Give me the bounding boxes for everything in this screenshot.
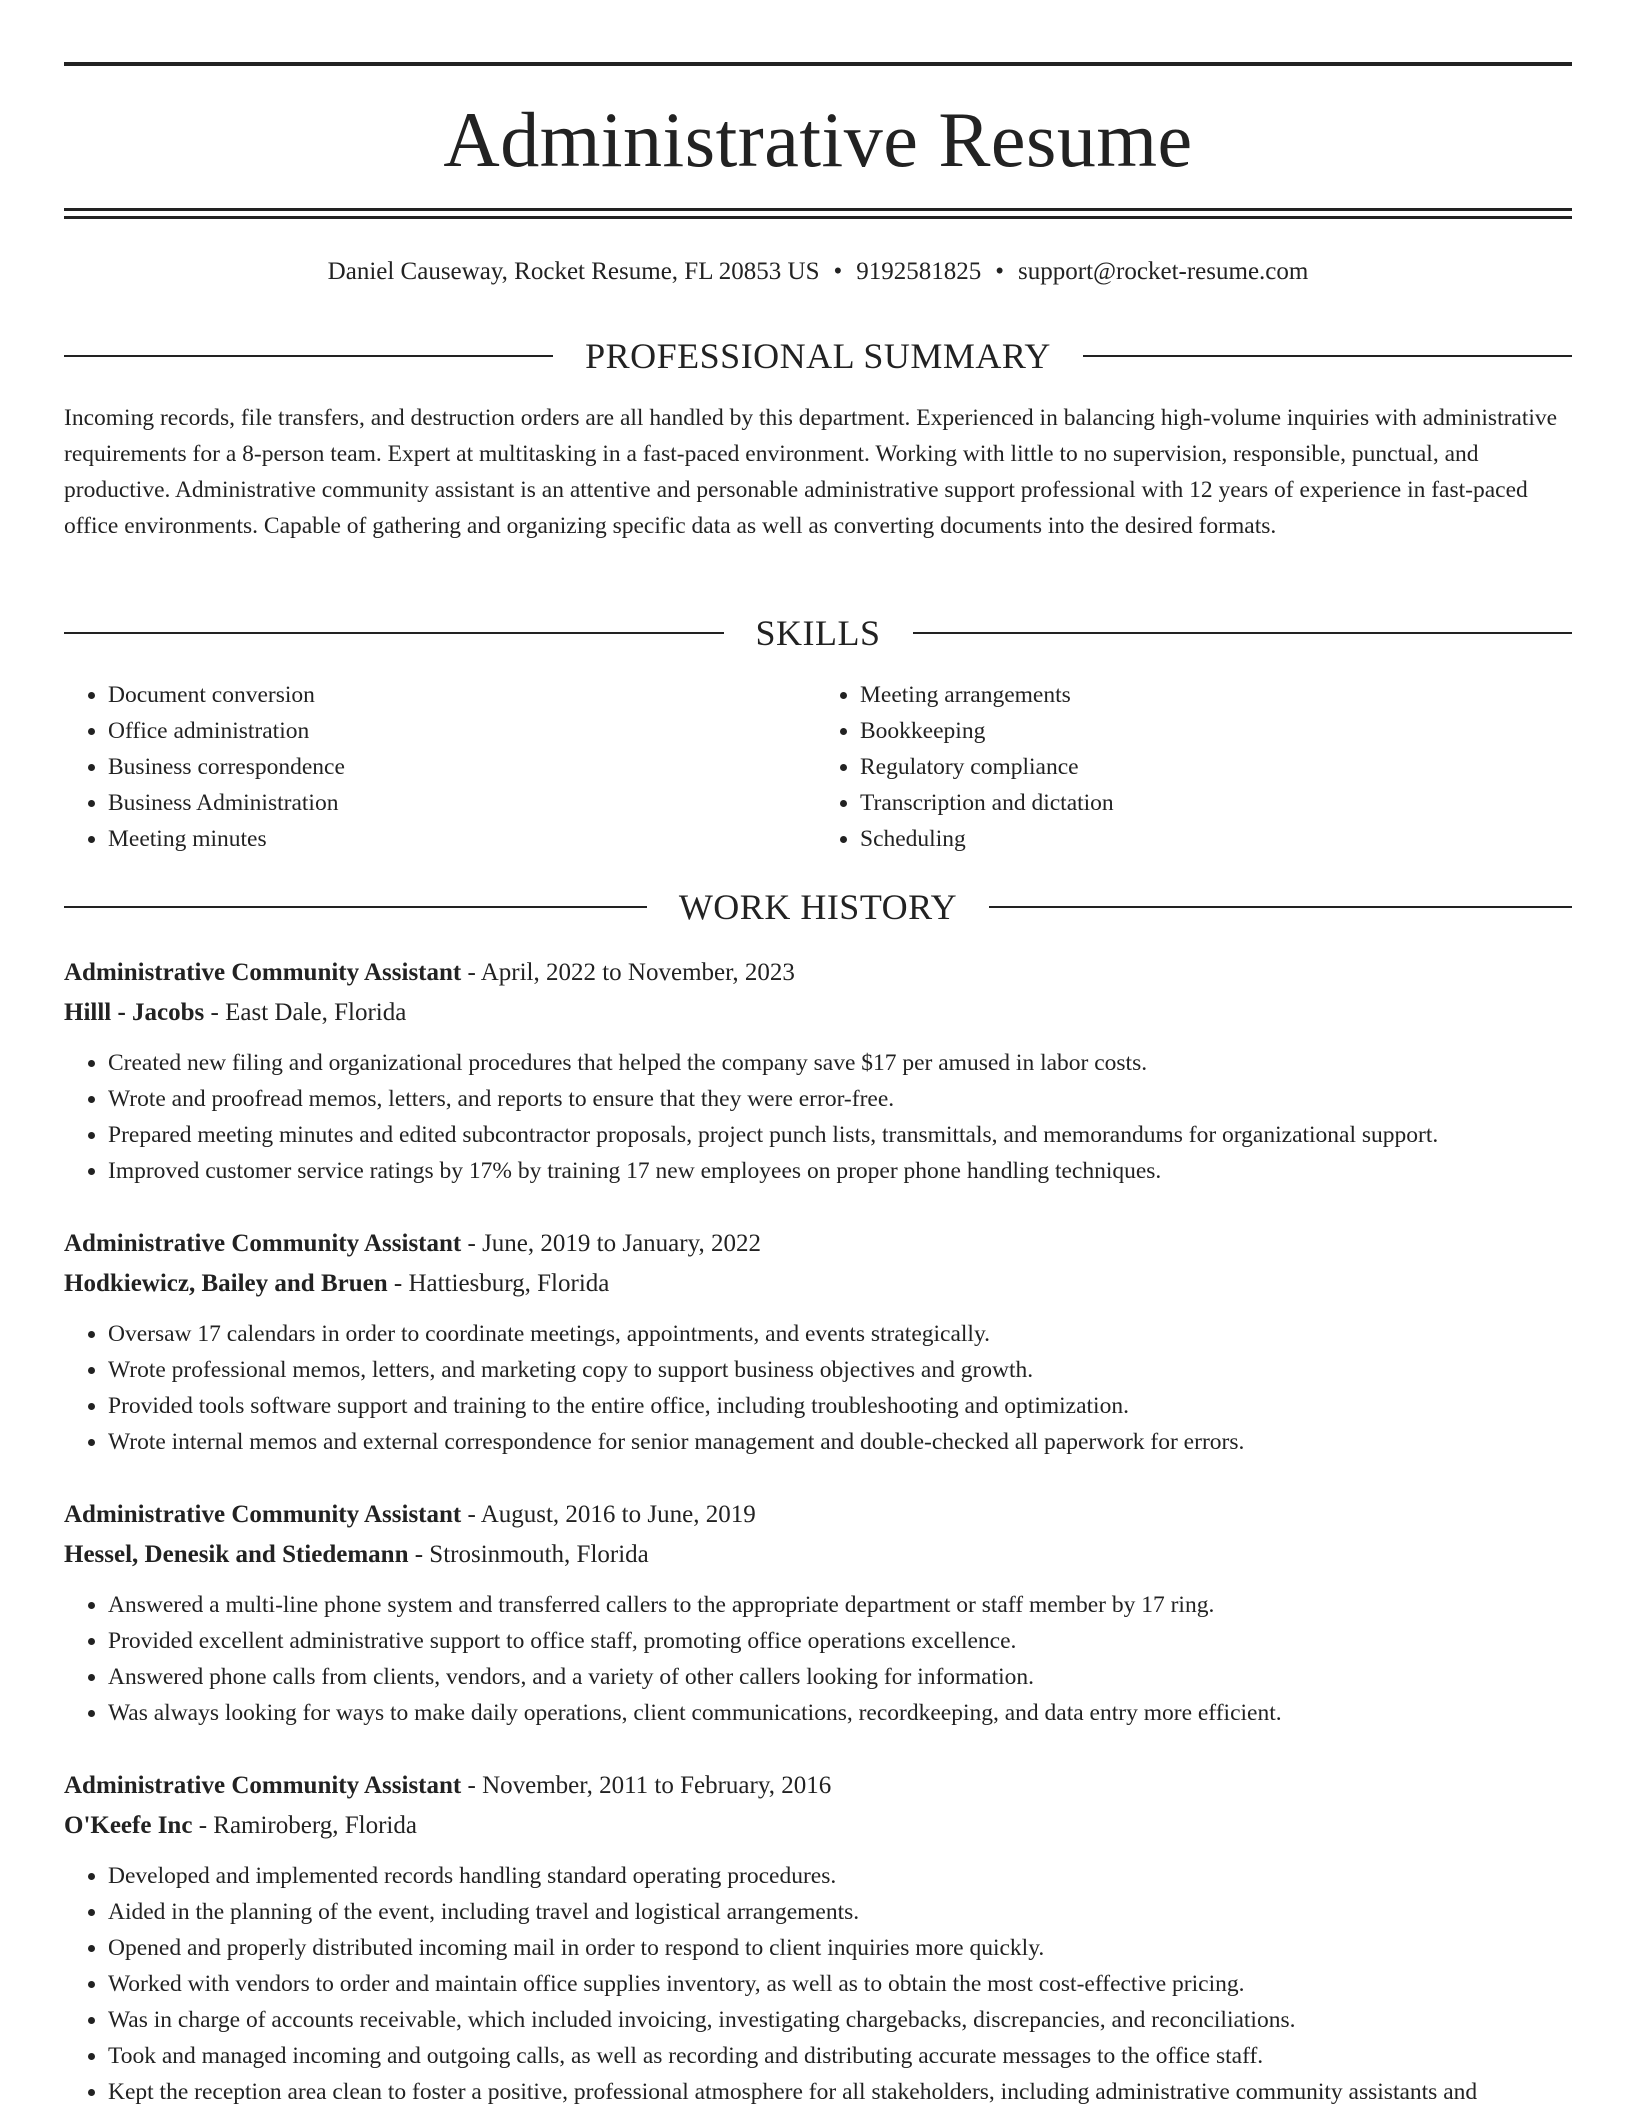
- skills-column-right: [808, 677, 1560, 857]
- contact-email: support@rocket-resume.com: [1018, 258, 1309, 285]
- skill-item: • Transcription and dictation: [860, 785, 1560, 821]
- job-bullet: • Provided excellent administrative support to office staff, promoting office operations excellence.: [108, 1623, 1572, 1659]
- job-bullets: [64, 1587, 1572, 1731]
- job-bullet: • Opened and properly distributed incoming mail in order to respond to client inquiries more quickly.: [108, 1930, 1572, 1966]
- skill-item: • Office administration: [108, 713, 808, 749]
- contact-phone: 9192581825: [856, 258, 982, 285]
- section-title: PROFESSIONAL SUMMARY: [585, 336, 1051, 376]
- job-dates: - November, 2011 to February, 2016: [461, 1772, 832, 1799]
- job-entry: [64, 1766, 1572, 2110]
- divider: [64, 632, 724, 634]
- job-company-line: [64, 993, 1572, 1033]
- job-title-line: [64, 953, 1572, 993]
- skills-list: [64, 677, 1572, 857]
- job-bullet: • Was in charge of accounts receivable, which included invoicing, investigating chargebacks, discrepancies, and reconciliations.: [108, 2002, 1572, 2038]
- job-bullet: • Developed and implemented records handling standard operating procedures.: [108, 1858, 1572, 1894]
- job-role: Administrative Community Assistant: [64, 1230, 462, 1257]
- job-title-line: [64, 1495, 1572, 1535]
- skill-item: • Meeting arrangements: [860, 677, 1560, 713]
- contact-separator: •: [833, 258, 843, 285]
- job-company: Hessel, Denesik and Stiedemann: [64, 1541, 409, 1568]
- skills-column-left: [64, 677, 808, 857]
- header-bottom-rule-2: [64, 216, 1572, 219]
- job-location: - Strosinmouth, Florida: [408, 1541, 649, 1568]
- skills-heading: [64, 611, 1572, 655]
- job-dates: - June, 2019 to January, 2022: [461, 1230, 761, 1257]
- job-bullet: • Provided tools software support and training to the entire office, including troubleshooting and optimization.: [108, 1388, 1572, 1424]
- job-bullet: • Kept the reception area clean to foster a positive, professional atmosphere for all stakeholders, including administrative community assistants and: [108, 2074, 1572, 2110]
- divider: [1083, 355, 1572, 357]
- section-title: WORK HISTORY: [678, 887, 958, 927]
- job-title-line: [64, 1766, 1572, 1806]
- job-company: Hodkiewicz, Bailey and Bruen: [64, 1270, 388, 1297]
- job-role: Administrative Community Assistant: [64, 1772, 462, 1799]
- skill-item: • Bookkeeping: [860, 713, 1560, 749]
- job-bullet: • Wrote internal memos and external correspondence for senior management and double-checked all paperwork for errors.: [108, 1424, 1572, 1460]
- job-title-line: [64, 1224, 1572, 1264]
- section-title: SKILLS: [755, 613, 881, 653]
- job-company: O'Keefe Inc: [64, 1812, 193, 1839]
- divider: [64, 355, 553, 357]
- job-bullet: • Aided in the planning of the event, including travel and logistical arrangements.: [108, 1894, 1572, 1930]
- job-bullet: • Answered a multi-line phone system and transferred callers to the appropriate department or staff member by 17 ring.: [108, 1587, 1572, 1623]
- divider: [913, 632, 1573, 634]
- job-location: - Hattiesburg, Florida: [387, 1270, 610, 1297]
- job-dates: - August, 2016 to June, 2019: [461, 1501, 756, 1528]
- job-bullet: • Took and managed incoming and outgoing calls, as well as recording and distributing accurate messages to the office staff.: [108, 2038, 1572, 2074]
- job-location: - East Dale, Florida: [204, 999, 407, 1026]
- job-bullet: • Created new filing and organizational procedures that helped the company save $17 per amused in labor costs.: [108, 1045, 1572, 1081]
- skill-item: • Regulatory compliance: [860, 749, 1560, 785]
- job-location: - Ramiroberg, Florida: [192, 1812, 417, 1839]
- job-bullets: [64, 1045, 1572, 1189]
- contact-separator: •: [995, 258, 1005, 285]
- summary-heading: [64, 334, 1572, 378]
- job-bullet: • Oversaw 17 calendars in order to coordinate meetings, appointments, and events strategically.: [108, 1316, 1572, 1352]
- job-bullet: • Answered phone calls from clients, vendors, and a variety of other callers looking for information.: [108, 1659, 1572, 1695]
- job-bullets: [64, 1316, 1572, 1460]
- job-role: Administrative Community Assistant: [64, 959, 462, 986]
- job-entry: [64, 1224, 1572, 1460]
- divider: [64, 906, 647, 908]
- job-company-line: [64, 1264, 1572, 1304]
- job-bullet: • Wrote professional memos, letters, and marketing copy to support business objectives and growth.: [108, 1352, 1572, 1388]
- resume-title: Administrative Resume: [443, 96, 1193, 183]
- skill-item: • Meeting minutes: [108, 821, 808, 857]
- job-company-line: [64, 1535, 1572, 1575]
- job-bullet: • Wrote and proofread memos, letters, and reports to ensure that they were error-free.: [108, 1081, 1572, 1117]
- job-company: Hilll - Jacobs: [64, 999, 205, 1026]
- skill-item: • Business Administration: [108, 785, 808, 821]
- header-top-rule: [64, 62, 1572, 66]
- header-bottom-rule: [64, 208, 1572, 211]
- skill-item: • Scheduling: [860, 821, 1560, 857]
- job-bullet: • Worked with vendors to order and maintain office supplies inventory, as well as to obtain the most cost-effective pricing.: [108, 1966, 1572, 2002]
- job-dates: - April, 2022 to November, 2023: [461, 959, 795, 986]
- job-bullet: • Improved customer service ratings by 17% by training 17 new employees on proper phone handling techniques.: [108, 1153, 1572, 1189]
- work-heading: [64, 885, 1572, 929]
- contact-line: [64, 254, 1572, 290]
- job-entry: [64, 953, 1572, 1189]
- job-role: Administrative Community Assistant: [64, 1501, 462, 1528]
- skill-item: • Document conversion: [108, 677, 808, 713]
- job-bullet: • Was always looking for ways to make daily operations, client communications, recordkeeping, and data entry more efficient.: [108, 1695, 1572, 1731]
- job-company-line: [64, 1806, 1572, 1846]
- summary-text: Incoming records, file transfers, and destruction orders are all handled by this department. Experienced in balancing high-volume inquiries with administrative requirements for a 8-person team. Expert at multitasking in a fast-paced environment. Working with little to no supervision, responsible, punctual, and productive. Administrative community assistant is an attentive and personable administrative support professional with 12 years of experience in fast-paced office environments. Capable of gathering and organizing specific data as well as converting documents into the desired formats.: [64, 405, 1558, 539]
- skill-item: • Business correspondence: [108, 749, 808, 785]
- contact-address: Daniel Causeway, Rocket Resume, FL 20853 US: [327, 258, 820, 285]
- job-bullet: • Prepared meeting minutes and edited subcontractor proposals, project punch lists, transmittals, and memorandums for organizational support.: [108, 1117, 1572, 1153]
- divider: [989, 906, 1572, 908]
- job-entry: [64, 1495, 1572, 1731]
- job-bullets: [64, 1858, 1572, 2110]
